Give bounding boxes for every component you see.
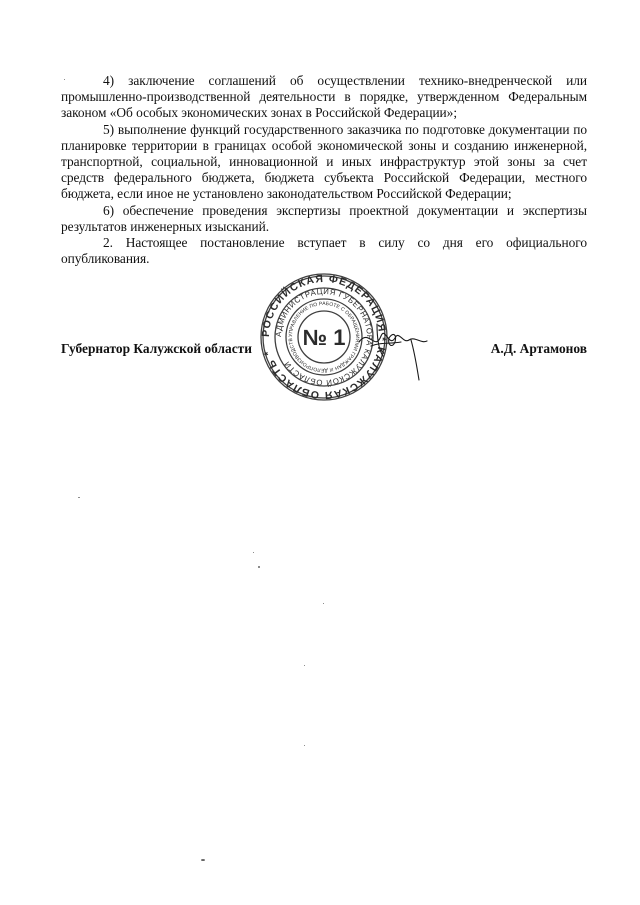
document-body [61, 73, 587, 267]
paragraph-item-4: 4) заключение соглашений об осуществлении технико-внедренческой или промышленно-производственной деятельности в порядке, утвержденном Федеральным законом «Об особых экономических зонах в Российской Федерации»; [61, 73, 587, 121]
stamp-inner-text: УПРАВЛЕНИЕ ПО РАБОТЕ С ОБРАЩЕНИЯМИ ГРАЖДАН И ДЕЛОПРОИЗВОДСТВ [287, 300, 361, 374]
scan-speck [201, 859, 205, 861]
paragraph-clause-2: 2. Настоящее постановление вступает в силу со дня его официального опубликования. [61, 235, 587, 267]
signatory-name: А.Д. Артамонов [490, 341, 587, 356]
stamp-outer-text: РОССИЙСКАЯ ФЕДЕРАЦИЯ * КАЛУЖСКАЯ ОБЛАСТЬ * [259, 272, 389, 402]
scan-speck [304, 665, 305, 666]
signatory-title: Губернатор Калужской области [61, 341, 252, 356]
stamp-number: № 1 [302, 325, 346, 350]
scan-speck [258, 566, 260, 568]
scan-speck [253, 552, 254, 553]
scan-speck [64, 79, 65, 80]
scan-speck [323, 603, 324, 604]
paragraph-item-6: 6) обеспечение проведения экспертизы проектной документации и экспертизы результатов инженерных изысканий. [61, 202, 587, 234]
scan-speck [78, 497, 80, 498]
stamp-middle-text: АДМИНИСТРАЦИЯ ГУБЕРНАТОРА КАЛУЖСКОЙ ОБЛАСТИ [273, 286, 375, 388]
scan-speck [304, 745, 305, 746]
handwritten-signature [355, 314, 430, 384]
paragraph-item-5: 5) выполнение функций государственного заказчика по подготовке документации по планировке территории в границах особой экономической зоны и созданию инженерной, транспортной, социальной, инновационной и иных инфраструктур этой зоны за счет средств федерального бюджета, бюджета субъекта Российской Федерации, местного бюджета, если иное не установлено законодательством Российской Федерации; [61, 121, 587, 202]
